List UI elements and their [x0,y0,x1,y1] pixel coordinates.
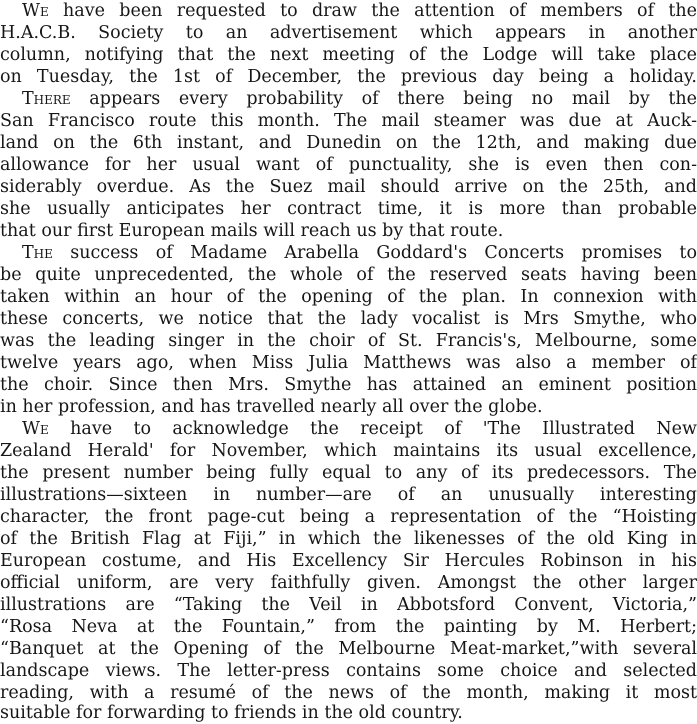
paragraph-1-lead-word: We [22,1,49,21]
paragraph-2-line-4: allowance for her usual want of punctuality, she is even then con- [0,155,697,175]
paragraph-2-line-1 [22,88,697,110]
paragraph-4-lead-word: We [22,419,49,439]
paragraph-4-line-9: illustrations are “Taking the Veil in Abbotsford Convent, Victoria,” [0,595,697,615]
paragraph-2-line-6: she usually anticipates her contract time, it is more than probable [0,199,697,219]
paragraph-3-line-3: taken within an hour of the opening of the plan. In connexion with [0,287,697,307]
paragraph-2-line-3: land on the 6th instant, and Dunedin on the 12th, and making due [0,133,697,153]
paragraph-4-line-4: illustrations—sixteen in number—are of an unusually interesting [0,485,697,505]
paragraph-4-line-5: character, the front page-cut being a representation of the “Hoisting [0,507,697,527]
paragraph-3-line-5: was the leading singer in the choir of St. Francis's, Melbourne, some [0,331,697,351]
paragraph-2-lead-word: There [22,89,71,109]
paragraph-4-line-2: Zealand Herald' for November, which maintains its usual excellence, [0,441,697,461]
paragraph-1-line-3: column, notifying that the next meeting of the Lodge will take place [0,45,697,65]
paragraph-4-line-7: European costume, and His Excellency Sir Hercules Robinson in his [0,551,697,571]
paragraph-4-line-6: of the British Flag at Fiji,” in which the likenesses of the old King in [0,529,697,549]
paragraph-4-line-13: reading, with a resumé of the news of the month, making it most [0,683,697,703]
paragraph-3-line-8: in her profession, and has travelled nearly all over the globe. [0,397,543,417]
paragraph-1-line-4: on Tuesday, the 1st of December, the previous day being a holiday. [0,67,697,87]
paragraph-4-line-11: “Banquet at the Opening of the Melbourne Meat-market,”with several [0,639,697,659]
paragraph-2-line-2: San Francisco route this month. The mail steamer was due at Auck- [0,111,697,131]
paragraph-4-line-12: landscape views. The letter-press contains some choice and selected [0,661,697,681]
paragraph-1-line-1-text: have been requested to draw the attention of members of the [48,1,697,21]
paragraph-3-line-1-text: success of Madame Arabella Goddard's Concerts promises to [52,243,697,263]
paragraph-3-line-1 [22,242,697,264]
paragraph-1-line-2: H.A.C.B. Society to an advertisement which appears in another [0,23,697,43]
paragraph-3-lead-word: The [22,243,53,263]
paragraph-3-line-6: twelve years ago, when Miss Julia Matthews was also a member of [0,353,697,373]
paragraph-3-line-4: these concerts, we notice that the lady vocalist is Mrs Smythe, who [0,309,697,329]
paragraph-4-line-10: “Rosa Neva at the Fountain,” from the painting by M. Herbert; [0,617,697,637]
paragraph-3-line-7: the choir. Since then Mrs. Smythe has attained an eminent position [0,375,697,395]
paragraph-2-line-7: that our first European mails will reach us by that route. [0,221,504,241]
paragraph-2-line-5: siderably overdue. As the Suez mail should arrive on the 25th, and [0,177,697,197]
paragraph-4-line-3: the present number being fully equal to any of its predecessors. The [0,463,697,483]
paragraph-4-line-8: official uniform, are very faithfully given. Amongst the other larger [0,573,697,593]
paragraph-4-line-14: suitable for forwarding to friends in the old country. [0,703,463,723]
paragraph-2-line-1-text: appears every probability of there being no mail by the [70,89,697,109]
paragraph-3-line-2: be quite unprecedented, the whole of the reserved seats having been [0,265,697,285]
paragraph-4-line-1-text: have to acknowledge the receipt of 'The Illustrated New [48,419,697,439]
paragraph-1-line-1 [22,0,697,22]
paragraph-4-line-1 [22,418,697,440]
